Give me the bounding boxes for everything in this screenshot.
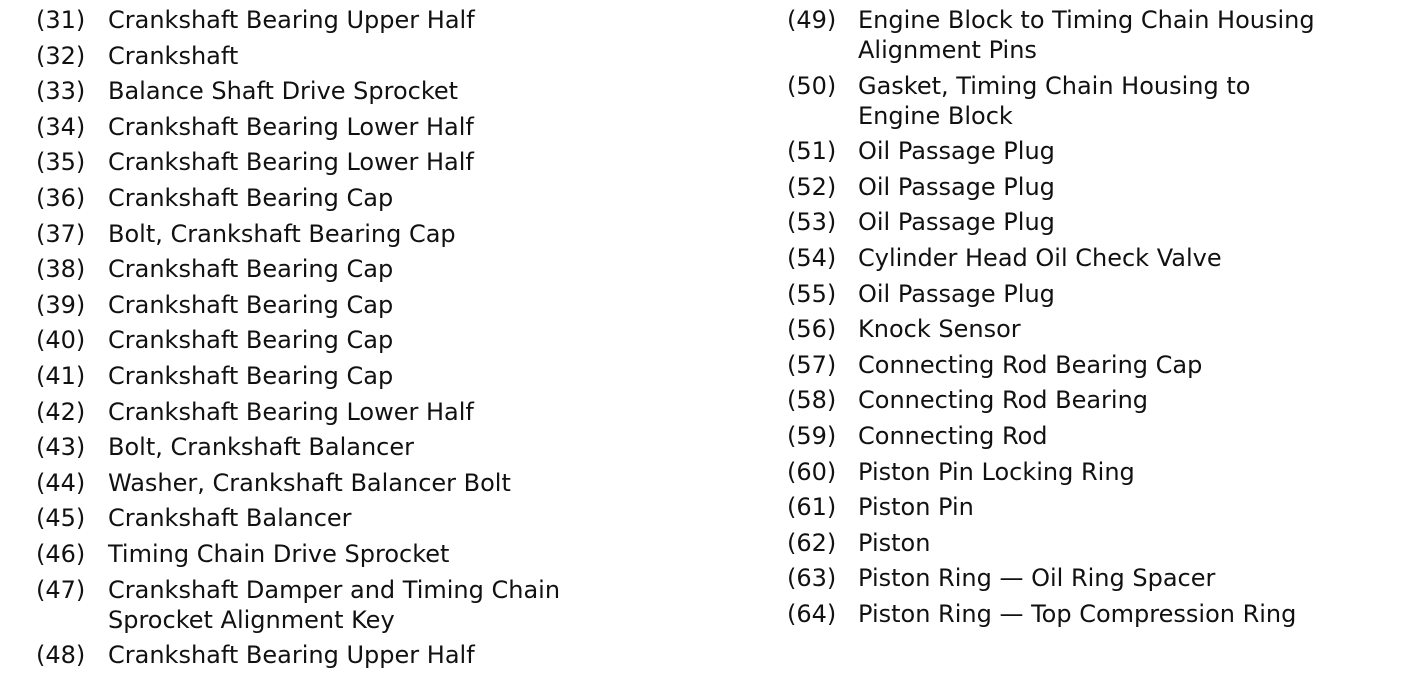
item-number: (55) <box>787 279 837 308</box>
item-number: (33) <box>36 77 86 106</box>
item-description: Gasket, Timing Chain Housing to <box>858 71 1251 100</box>
item-number: (59) <box>787 421 837 450</box>
item-number: (36) <box>36 183 86 212</box>
list-item <box>787 421 1397 451</box>
list-item <box>787 457 1397 487</box>
item-description: Crankshaft Bearing Upper Half <box>108 641 475 670</box>
item-description: Oil Passage Plug <box>858 172 1055 201</box>
item-description-continuation: Sprocket Alignment Key <box>108 605 395 634</box>
item-description: Engine Block to Timing Chain Housing <box>858 6 1315 34</box>
item-description: Piston Ring — Oil Ring Spacer <box>858 564 1216 593</box>
item-number: (58) <box>787 386 837 415</box>
item-description: Crankshaft Bearing Cap <box>108 361 394 390</box>
list-item <box>36 539 696 569</box>
list-item <box>36 503 696 533</box>
item-number: (49) <box>787 6 837 34</box>
list-item <box>787 207 1397 237</box>
item-number: (44) <box>36 468 86 497</box>
item-description: Bolt, Crankshaft Bearing Cap <box>108 219 456 248</box>
item-number: (57) <box>787 350 837 379</box>
item-number: (60) <box>787 457 837 486</box>
item-number: (35) <box>36 148 86 177</box>
parts-list-right-column <box>787 5 1397 635</box>
item-description: Bolt, Crankshaft Balancer <box>108 433 414 462</box>
item-description: Connecting Rod Bearing Cap <box>858 350 1203 379</box>
list-item <box>36 147 696 177</box>
item-number: (39) <box>36 290 86 319</box>
item-description: Oil Passage Plug <box>858 208 1055 237</box>
item-number: (62) <box>787 528 837 557</box>
item-description: Piston Ring — Top Compression Ring <box>858 599 1297 628</box>
list-item <box>36 219 696 249</box>
list-item <box>787 71 1397 131</box>
list-item <box>36 41 696 71</box>
list-item <box>36 112 696 142</box>
item-description: Oil Passage Plug <box>858 137 1055 166</box>
item-number: (53) <box>787 208 837 237</box>
item-description: Crankshaft Balancer <box>108 504 352 533</box>
list-item <box>36 397 696 427</box>
item-number: (41) <box>36 361 86 390</box>
item-number: (42) <box>36 397 86 426</box>
item-description: Connecting Rod Bearing <box>858 386 1149 415</box>
item-number: (54) <box>787 243 837 272</box>
item-description-continuation: Alignment Pins <box>858 36 1037 64</box>
parts-list-left-column <box>36 5 696 676</box>
item-description: Crankshaft Bearing Upper Half <box>108 6 475 34</box>
list-item <box>36 640 696 670</box>
item-number: (32) <box>36 41 86 70</box>
list-item <box>36 76 696 106</box>
list-item <box>787 563 1397 593</box>
item-description: Crankshaft <box>108 41 239 70</box>
item-number: (31) <box>36 6 86 34</box>
item-description: Washer, Crankshaft Balancer Bolt <box>108 468 511 497</box>
item-description: Crankshaft Bearing Cap <box>108 290 394 319</box>
list-item <box>36 325 696 355</box>
item-description: Crankshaft Damper and Timing Chain <box>108 575 561 604</box>
item-number: (38) <box>36 255 86 284</box>
item-number: (64) <box>787 599 837 628</box>
item-description: Timing Chain Drive Sprocket <box>108 539 450 568</box>
item-number: (52) <box>787 172 837 201</box>
list-item <box>36 361 696 391</box>
item-number: (50) <box>787 71 837 100</box>
list-item <box>787 528 1397 558</box>
list-item <box>787 314 1397 344</box>
list-item <box>36 432 696 462</box>
item-number: (46) <box>36 539 86 568</box>
list-item <box>787 243 1397 273</box>
item-description: Piston Pin <box>858 493 974 522</box>
item-description: Piston <box>858 528 931 557</box>
item-number: (56) <box>787 315 837 344</box>
item-number: (40) <box>36 326 86 355</box>
item-number: (45) <box>36 504 86 533</box>
item-number: (47) <box>36 575 86 604</box>
list-item <box>787 385 1397 415</box>
item-description: Balance Shaft Drive Sprocket <box>108 77 459 106</box>
item-description: Crankshaft Bearing Cap <box>108 255 394 284</box>
list-item <box>787 492 1397 522</box>
item-description: Crankshaft Bearing Lower Half <box>108 397 474 426</box>
item-description: Crankshaft Bearing Lower Half <box>108 148 474 177</box>
list-item <box>36 5 696 35</box>
list-item <box>787 350 1397 380</box>
item-description: Piston Pin Locking Ring <box>858 457 1135 486</box>
item-description-continuation: Engine Block <box>858 101 1013 130</box>
list-item <box>787 136 1397 166</box>
list-item <box>787 5 1397 65</box>
list-item <box>36 254 696 284</box>
item-number: (51) <box>787 137 837 166</box>
item-number: (48) <box>36 641 86 670</box>
list-item <box>36 290 696 320</box>
item-number: (34) <box>36 112 86 141</box>
item-description: Crankshaft Bearing Cap <box>108 183 394 212</box>
item-number: (37) <box>36 219 86 248</box>
list-item <box>36 575 696 635</box>
item-description: Crankshaft Bearing Cap <box>108 326 394 355</box>
item-description: Knock Sensor <box>858 315 1021 344</box>
list-item <box>36 468 696 498</box>
item-number: (43) <box>36 433 86 462</box>
list-item <box>787 599 1397 629</box>
list-item <box>787 279 1397 309</box>
item-number: (61) <box>787 493 837 522</box>
item-number: (63) <box>787 564 837 593</box>
item-description: Oil Passage Plug <box>858 279 1055 308</box>
list-item <box>787 172 1397 202</box>
item-description: Crankshaft Bearing Lower Half <box>108 112 474 141</box>
item-description: Cylinder Head Oil Check Valve <box>858 243 1222 272</box>
list-item <box>36 183 696 213</box>
item-description: Connecting Rod <box>858 421 1048 450</box>
